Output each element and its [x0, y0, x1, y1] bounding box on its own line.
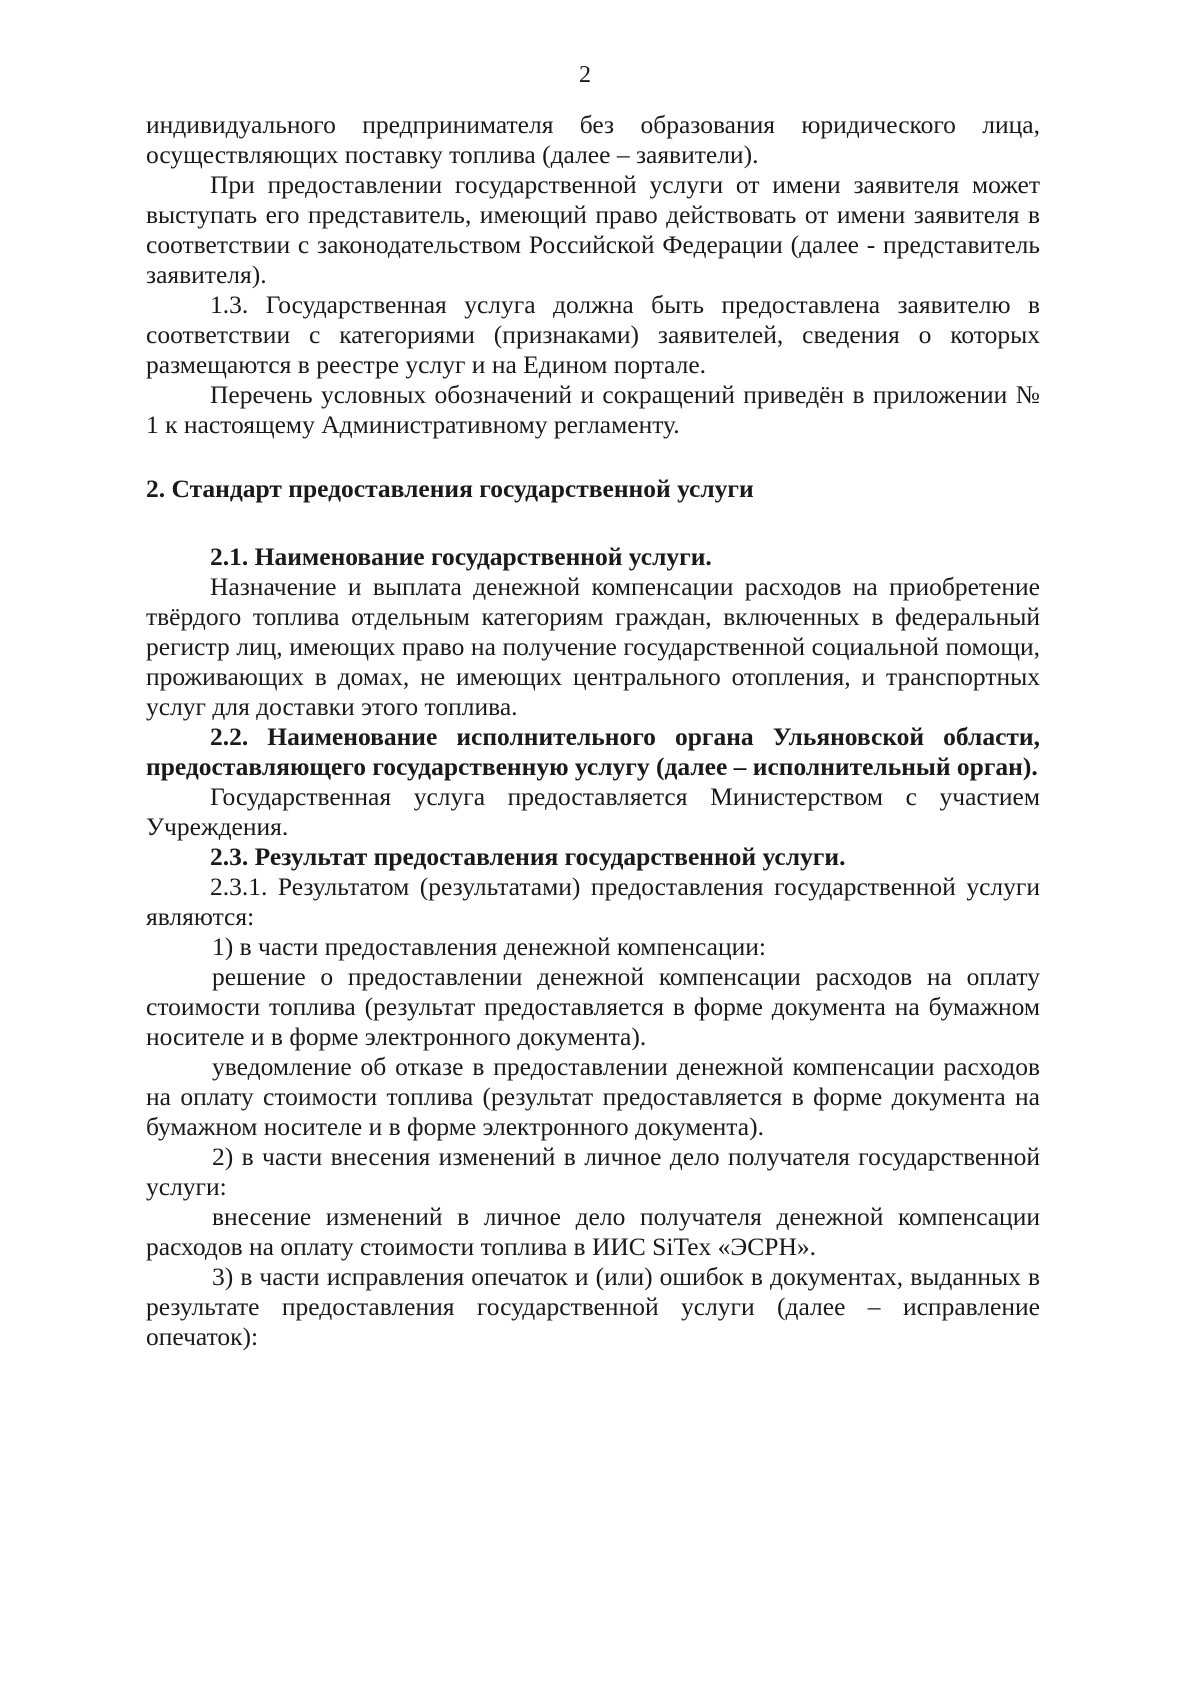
paragraph: Назначение и выплата денежной компенсации расходов на приобретение твёрдого топлива отдельным категориям граждан, включенных в федеральный регистр лиц, имеющих право на получение государственной социальной помощи, проживающих в домах, не имеющих центрального отопления, и транспортных услуг для доставки этого топлива.: [146, 572, 1040, 721]
page-number: 2: [579, 62, 591, 88]
paragraph: внесение изменений в личное дело получателя денежной компенсации расходов на оплату стоимости топлива в ИИС SiTex «ЭСРН».: [146, 1202, 1040, 1261]
subsection-heading: 2.3. Результат предоставления государственной услуги.: [210, 842, 846, 871]
list-item: 3) в части исправления опечаток и (или) ошибок в документах, выданных в результате предоставления государственной услуги (далее – исправление опечаток):: [146, 1262, 1040, 1351]
paragraph: решение о предоставлении денежной компенсации расходов на оплату стоимости топлива (результат предоставляется в форме документа на бумажном носителе и в форме электронного документа).: [146, 962, 1040, 1051]
list-item: 2) в части внесения изменений в личное дело получателя государственной услуги:: [146, 1142, 1040, 1201]
paragraph: Государственная услуга предоставляется Министерством с участием Учреждения.: [146, 782, 1040, 841]
list-item: 1) в части предоставления денежной компенсации:: [212, 932, 767, 961]
paragraph: Перечень условных обозначений и сокращений приведён в приложении № 1 к настоящему Административному регламенту.: [146, 380, 1040, 439]
subsection-heading: 2.1. Наименование государственной услуги.: [210, 542, 712, 571]
paragraph: 1.3. Государственная услуга должна быть предоставлена заявителю в соответствии с категориями (признаками) заявителей, сведения о которых размещаются в реестре услуг и на Едином портале.: [146, 290, 1040, 379]
subsection-heading: 2.2. Наименование исполнительного органа Ульяновской области, предоставляющего государственную услугу (далее – исполнительный орган).: [146, 722, 1040, 781]
paragraph: индивидуального предпринимателя без образования юридического лица, осуществляющих поставку топлива (далее – заявители).: [146, 110, 1040, 169]
section-heading: 2. Стандарт предоставления государственной услуги: [146, 474, 754, 503]
document-body: [146, 110, 1040, 1352]
paragraph: 2.3.1. Результатом (результатами) предоставления государственной услуги являются:: [146, 872, 1040, 931]
paragraph: уведомление об отказе в предоставлении денежной компенсации расходов на оплату стоимости топлива (результат предоставляется в форме документа на бумажном носителе и в форме электронного документа).: [146, 1052, 1040, 1141]
paragraph: При предоставлении государственной услуги от имени заявителя может выступать его представитель, имеющий право действовать от имени заявителя в соответствии с законодательством Российской Федерации (далее - представитель заявителя).: [146, 170, 1040, 289]
